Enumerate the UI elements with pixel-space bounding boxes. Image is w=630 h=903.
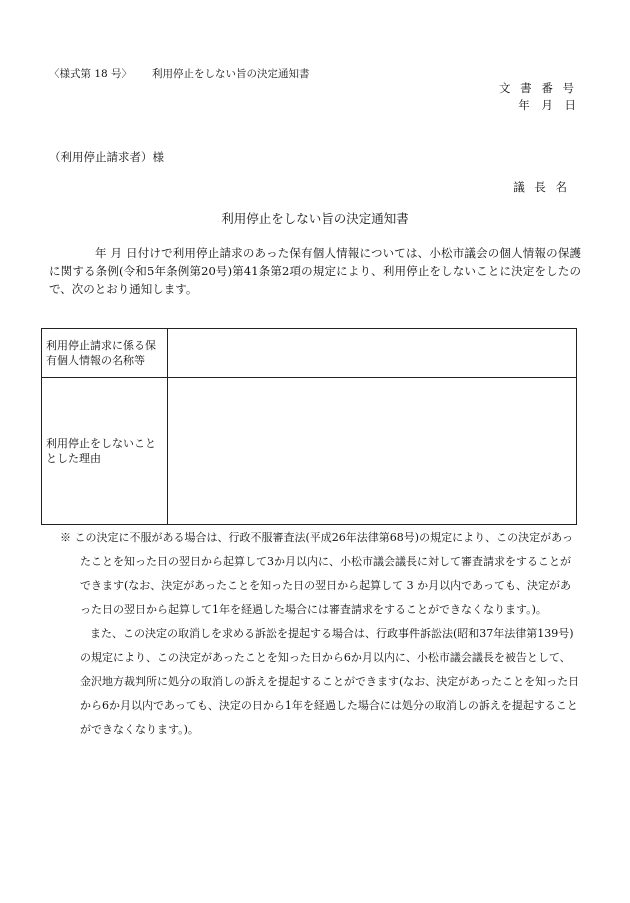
sender-chair-name: 議 長 名 — [513, 180, 570, 194]
table-row — [42, 329, 577, 378]
row-label-info-name: 利用停止請求に係る保有個人情報の名称等 — [42, 329, 168, 378]
note-appeal: ※ この決定に不服がある場合は、行政不服審査法(平成26年法律第68号)の規定により、この決定があったことを知った日の翌日から起算して3か月以内に、小松市議会議長に対して審査請求をすることができます(なお、決定があったことを知った日の翌日から起算して 3 か月以内であっても、決定があった日の翌日から起算して1年を経過した場合には審査請求をすることができなくなります。)。 — [60, 531, 573, 616]
form-number: 〈様式第 18 号〉 — [49, 68, 133, 80]
info-table — [41, 328, 577, 525]
row-value-info-name[interactable] — [168, 329, 577, 378]
document-title: 利用停止をしない旨の決定通知書 — [221, 211, 409, 226]
document-number-label: 文 書 番 号 — [499, 81, 577, 95]
row-value-reason[interactable] — [168, 378, 577, 525]
note-lawsuit: また、この決定の取消しを求める訴訟を提起する場合は、行政事件訴訟法(昭和37年法律第139号)の規定により、この決定があったことを知った日から6か月以内に、小松市議会議長を被告として、金沢地方裁判所に処分の取消しの訴えを提起することができます(なお、決定があったことを知った日から6か月以内であっても、決定の日から1年を経過した場合には処分の取消しの訴えを提起することができなくなります。)。 — [80, 627, 580, 736]
row-label-reason: 利用停止をしないこととした理由 — [42, 378, 168, 525]
form-header-title: 利用停止をしない旨の決定通知書 — [152, 68, 310, 80]
table-row — [42, 378, 577, 525]
date-label: 年 月 日 — [518, 98, 577, 112]
body-paragraph: 年 月 日付けで利用停止請求のあった保有個人情報については、小松市議会の個人情報の保護に関する条例(令和5年条例第20号)第41条第2項の規定により、利用停止をしないことに決定をしたので、次のとおり通知します。 — [49, 246, 581, 296]
addressee: （利用停止請求者）様 — [49, 150, 164, 164]
notes-section — [60, 526, 580, 742]
form-identifier — [49, 66, 310, 81]
